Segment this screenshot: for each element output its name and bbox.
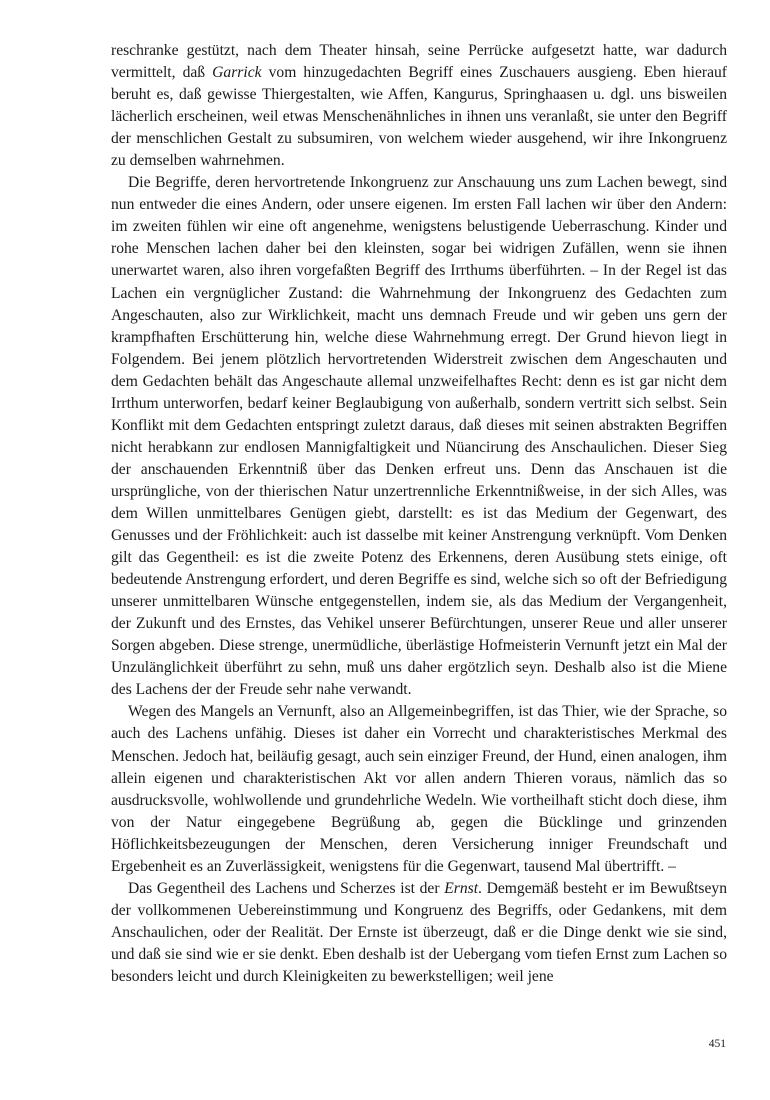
emphasized-text: Garrick (212, 64, 262, 82)
paragraph (111, 701, 727, 877)
paragraph (111, 40, 727, 172)
text-run: Wegen des Mangels an Vernunft, also an Allgemeinbegriffen, ist das Thier, wie der Sprache, so auch des Lachens unfähig. Dieses ist daher ein Vorrecht und charakteristisches Merkmal des Menschen. Jedoch hat, beiläufig gesagt, auch sein einziger Freund, der Hund, einen analogen, ihm allein eigenen und charakteristischen Akt vor allen andern Thieren voraus, nämlich das so ausdrucksvolle, wohlwollende und grundehrliche Wedeln. Wie vortheilhaft sticht doch diese, ihm von der Natur eingegebene Begrüßung ab, gegen die Bücklinge und grinzenden Höflichkeitsbezeugungen der Menschen, deren Versicherung inniger Freundschaft und Ergebenheit es an Zuverlässigkeit, wenigstens für die Gegenwart, tausend Mal übertrifft. – (111, 703, 727, 875)
emphasized-text: Ernst (444, 879, 479, 897)
text-run: reschranke gestützt, nach dem Theater hinsah, seine Perrücke aufgesetzt hatte, war dadurch vermittelt, daß (111, 42, 727, 82)
paragraph (111, 172, 727, 701)
text-run: Das Gegentheil des Lachens und Scherzes ist der (128, 879, 445, 897)
page-body (111, 40, 727, 988)
text-run: vom hinzugedachten Begriff eines Zuschauers ausgieng. Eben hierauf beruht es, daß gewisse Thiergestalten, wie Affen, Kangurus, Springhaasen u. dgl. uns bisweilen lächerlich erscheinen, weil etwas Menschenähnliches in ihnen uns veranlaßt, sie unter den Begriff der menschlichen Gestalt zu subsumiren, von welchem wieder ausgehend, wir ihre Inkongruenz zu demselben wahrnehmen. (111, 64, 727, 170)
text-run: Die Begriffe, deren hervortretende Inkongruenz zur Anschauung uns zum Lachen bewegt, sind nun entweder die eines Andern, oder unsere eigenen. Im ersten Fall lachen wir über den Andern: im zweiten fühlen wir eine oft angenehme, wenigstens belustigende Ueberraschung. Kinder und rohe Menschen lachen daher bei den kleinsten, sogar bei widrigen Zufällen, wenn sie ihnen unerwartet waren, also ihren vorgefaßten Begriff des Irrthums überführten. – In der Regel ist das Lachen ein vergnüglicher Zustand: die Wahrnehmung der Inkongruenz des Gedachten zum Angeschauten, also zur Wirklichkeit, macht uns demnach Freude und wir geben uns gern der krampfhaften Erschütterung hin, welche diese Wahrnehmung erregt. Der Grund hievon liegt in Folgendem. Bei jenem plötzlich hervortretenden Widerstreit zwischen dem Angeschauten und dem Gedachten behält das Angeschaute allemal unzweifelhaftes Recht: denn es ist gar nicht dem Irrthum unterworfen, bedarf keiner Beglaubigung von außerhalb, sondern vertritt sich selbst. Sein Konflikt mit dem Gedachten entspringt zuletzt daraus, daß dieses mit seinen abstrakten Begriffen nicht herabkann zur endlosen Mannigfaltigkeit und Nüancirung des Anschaulichen. Dieser Sieg der anschauenden Erkenntniß über das Denken erfreut uns. Denn das Anschauen ist die ursprüngliche, von der thierischen Natur unzertrennliche Erkenntnißweise, in der sich Alles, was dem Willen unmittelbares Genügen giebt, darstellt: es ist das Medium der Gegenwart, des Genusses und der Fröhlichkeit: auch ist dasselbe mit keiner Anstrengung verknüpft. Vom Denken gilt das Gegentheil: es ist die zweite Potenz des Erkennens, deren Ausübung stets einige, oft bedeutende Anstrengung erfordert, und deren Begriffe es sind, welche sich so oft der Befriedigung unserer unmittelbaren Wünsche entgegenstellen, indem sie, als das Medium der Vergangenheit, der Zukunft und des Ernstes, das Vehikel unserer Befürchtungen, unserer Reue und aller unserer Sorgen abgeben. Diese strenge, unermüdliche, überlästige Hofmeisterin Vernunft jetzt ein Mal der Unzulänglichkeit überführt zu sehn, muß uns daher ergötzlich seyn. Deshalb also ist die Miene des Lachens der der Freude sehr nahe verwandt. (111, 174, 727, 699)
paragraph (111, 878, 727, 988)
text-run: . Demgemäß besteht er im Bewußtseyn der vollkommenen Uebereinstimmung und Kongruenz des Begriffs, oder Gedankens, mit dem Anschaulichen, oder der Realität. Der Ernste ist überzeugt, daß er die Dinge denkt wie sie sind, und daß sie sind wie er sie denkt. Eben deshalb ist der Uebergang vom tiefen Ernst zum Lachen so besonders leicht und durch Kleinigkeiten zu bewerkstelligen; weil jene (111, 879, 728, 985)
page-number: 451 (708, 1038, 726, 1050)
